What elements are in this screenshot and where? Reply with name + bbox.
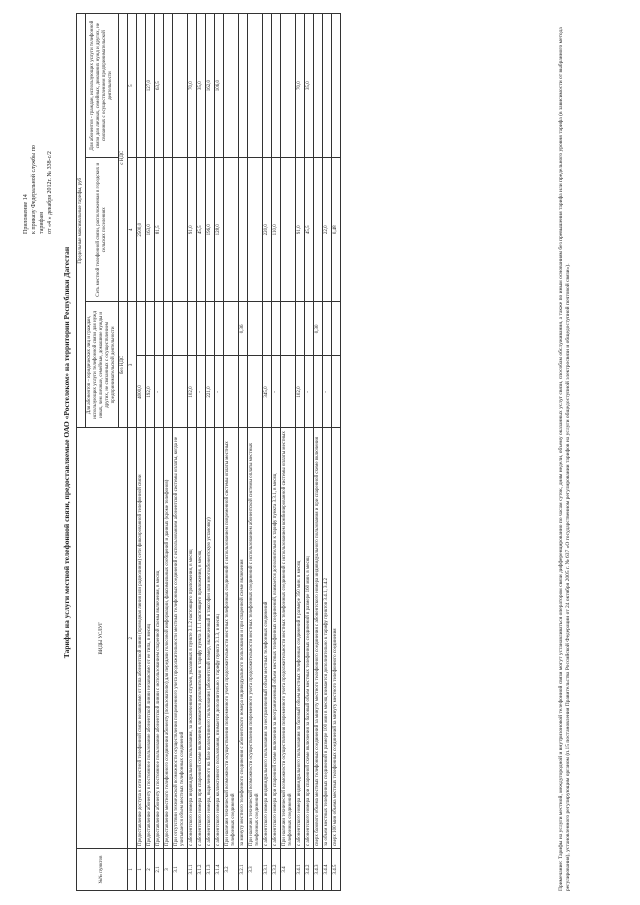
row-value-b xyxy=(197,302,206,356)
row-value-d xyxy=(173,14,188,158)
row-value-d: 70,0 xyxy=(296,14,305,158)
row-value-c: 0,48 xyxy=(332,158,341,302)
col-header-sub-b: Для абонентов - граждан, использующих услуги телефонной связи для личных, семейных, домашних нужд и других, не связанных с осуществлением предпринимательской деятельности xyxy=(86,14,119,158)
row-value-d xyxy=(263,14,272,158)
row-value-a: - xyxy=(197,356,206,428)
row-value-b xyxy=(188,302,197,356)
row-service: сверх 100 мин объема местных телефонных соединений за минуту местного телефонного соединения xyxy=(332,428,341,848)
row-number: 3 xyxy=(164,848,173,890)
row-value-a: - xyxy=(215,356,224,428)
row-value-a xyxy=(224,356,239,428)
table-row xyxy=(263,14,272,891)
row-service: сверх базового объема местных телефонных соединений за минуту местного телефонного соединения с абонентского номера индивидуального пользования и при спаренной схеме включения xyxy=(314,428,323,848)
row-value-d xyxy=(224,14,239,158)
row-value-c: 45,5 xyxy=(197,158,206,302)
tariff-table xyxy=(76,13,341,891)
row-service: с абонентского номера при спаренной схеме включения за базовый объем местных телефонных соединений в размере 160 мин. в месяц xyxy=(305,428,314,848)
row-value-a xyxy=(332,356,341,428)
table-row xyxy=(224,14,239,891)
row-value-a: - xyxy=(305,356,314,428)
row-value-d: 162,0 xyxy=(206,14,215,158)
row-service: за минуту местного телефонного соединения с абонентского номера индивидуального пользования и при спаренной схеме включения xyxy=(239,428,248,848)
col-number-3: 3 xyxy=(128,302,137,428)
row-value-c: 128,0 xyxy=(215,158,224,302)
row-number: 3.2 xyxy=(224,848,239,890)
row-service: с абонентского номера при спаренной схеме включения за неограниченный объем местных телефонных соединений, взимается дополнительно к тарифу пункта 3.3.1, в месяц xyxy=(272,428,281,848)
row-value-b xyxy=(146,302,155,356)
row-service: с абонентского номера индивидуального пользования за неограниченный объем местных телефонных соединений xyxy=(263,428,272,848)
row-value-b xyxy=(272,302,281,356)
row-value-b: 0,36 xyxy=(239,302,248,356)
col-header-no-vat: без НДС xyxy=(119,302,128,428)
table-row xyxy=(305,14,314,891)
row-value-b xyxy=(215,302,224,356)
row-number: 3.4 xyxy=(281,848,296,890)
row-value-c xyxy=(224,158,239,302)
table-row xyxy=(272,14,281,891)
row-number: 3.1.3 xyxy=(206,848,215,890)
row-value-a xyxy=(173,356,188,428)
row-value-a xyxy=(281,356,296,428)
note-label: Примечание: xyxy=(558,860,564,891)
note-text: Тарифы на услуги местной, междугородной и внутризоновой телефонной связи могут устанавливаться оператором связи дифференцированно по часам суток, дням недели, объему оказанных услуг связи, способам обслуживания, а также по иным основаниям без превышения тарифа или предельного уровня тарифа (в зависимости от выбранного метода регулирования), установленного регулирующим органом (п.15 постановления Правительства Российской Федерации от 24 октября 2005 г. № 637 «О государственном регулировании тарифов на услуги общедоступной электросвязи и общедоступной почтовой связи»). xyxy=(558,27,572,891)
row-value-a xyxy=(239,356,248,428)
row-value-c: 81,5 xyxy=(155,158,164,302)
row-value-b xyxy=(224,302,239,356)
row-service: При наличии технической возможности осуществления повременного учета продолжительности местных телефонных соединений с использованием комбинированной системы оплаты местных телефонных соединений xyxy=(281,428,296,848)
row-value-a: 192,0 xyxy=(146,356,155,428)
row-value-a: - xyxy=(272,356,281,428)
row-value-b xyxy=(281,302,296,356)
row-value-b xyxy=(305,302,314,356)
row-value-d xyxy=(272,14,281,158)
row-value-b xyxy=(296,302,305,356)
col-header-sub-a: Для абонентов – юридических лиц и граждан, использующих услуги телефонной связи для нужд иных, чем личные, семейные, домашние нужды и других, не связанных с осуществлением предпринимательской деятельности xyxy=(86,302,119,428)
row-service: с абонентского номера, выделенного на базе коллективного пользования (абонентский номер, включенный в таксофон или многоабонентскую установку) xyxy=(206,428,215,848)
row-number: 3.4.1 xyxy=(296,848,305,890)
table-row xyxy=(323,14,332,891)
row-value-c xyxy=(239,158,248,302)
table-row xyxy=(137,14,146,891)
row-value-c: 220,0 xyxy=(263,158,272,302)
table-row xyxy=(155,14,164,891)
row-value-d xyxy=(323,14,332,158)
row-value-b xyxy=(248,302,263,356)
row-number: 3.1.1 xyxy=(188,848,197,890)
order-date: от «4 » декабря 2012г. № 338-с/2 xyxy=(47,151,54,234)
table-row xyxy=(173,14,188,891)
col-header-tariffs: Предельные максимальные тарифы, руб xyxy=(77,14,86,428)
row-value-b: 0,30 xyxy=(314,302,323,356)
table-row xyxy=(188,14,197,891)
row-service: с абонентского номера при спаренной схеме включения, взимается дополнительно к тарифу пункта 3.1.1 настоящего приложения, в месяц xyxy=(197,428,206,848)
row-value-d: 35,0 xyxy=(197,14,206,158)
table-row xyxy=(146,14,155,891)
row-value-d xyxy=(137,14,146,158)
row-value-c: 110,0 xyxy=(272,158,281,302)
row-number: 3.3 xyxy=(248,848,263,890)
row-value-c xyxy=(164,158,173,302)
row-number: 2.1 xyxy=(155,848,164,890)
order-header xyxy=(22,24,54,234)
row-value-c xyxy=(173,158,188,302)
row-value-a: 102,0 xyxy=(188,356,197,428)
row-service: с абонентского номера коллективного пользования, взимается дополнительно к тарифу пункта 3.1.3, в месяц xyxy=(215,428,224,848)
row-value-b xyxy=(173,302,188,356)
order-line-2: тарифам xyxy=(39,212,46,234)
row-value-a: 345,0 xyxy=(263,356,272,428)
col-number-2: 2 xyxy=(128,428,137,848)
row-value-d: 127,0 xyxy=(146,14,155,158)
note-block xyxy=(558,13,572,891)
row-value-b xyxy=(206,302,215,356)
row-value-d: 70,0 xyxy=(188,14,197,158)
row-value-c: 22,0 xyxy=(323,158,332,302)
row-value-b xyxy=(323,302,332,356)
row-value-b xyxy=(155,302,164,356)
row-value-a: - xyxy=(155,356,164,428)
table-row xyxy=(164,14,173,891)
row-number: 3.1 xyxy=(173,848,188,890)
row-service: Предоставление местного телефонного соединения абоненту (пользователю) для передачи голосовой информации, факсимильных сообщений и данных (кроме телефонов) xyxy=(164,428,173,848)
row-number: 3.2.1 xyxy=(239,848,248,890)
row-value-b xyxy=(263,302,272,356)
row-value-c: 2500,0 xyxy=(137,158,146,302)
row-number: 3.4.2 xyxy=(305,848,314,890)
row-number: 2 xyxy=(146,848,155,890)
tariff-table-body xyxy=(137,14,341,891)
order-line-1: к приказу Федеральной службы по xyxy=(31,145,38,234)
col-header-num: №№ пунктов xyxy=(77,848,128,890)
row-value-b xyxy=(332,302,341,356)
row-number: 3.4.4 xyxy=(323,848,332,890)
table-row xyxy=(314,14,323,891)
row-value-c: 163,0 xyxy=(146,158,155,302)
row-value-d xyxy=(164,14,173,158)
row-number: 1 xyxy=(137,848,146,890)
row-service: При наличии технической возможности осуществления повременного учета продолжительности местных телефонных соединений с использованием повременной системы оплаты местных телефонных соединений xyxy=(224,428,239,848)
row-value-c xyxy=(314,158,323,302)
row-service: Предоставление доступа к сети местной телефонной связи независимо от типа абонентской линии (проводная линия или радиолиния) сети фиксированной телефонной связи xyxy=(137,428,146,848)
appendix-label: Приложение 14 xyxy=(23,194,29,234)
table-row xyxy=(296,14,305,891)
table-row xyxy=(215,14,224,891)
row-value-a: 102,0 xyxy=(296,356,305,428)
row-value-d xyxy=(314,14,323,158)
row-value-d xyxy=(281,14,296,158)
row-value-d: 63,5 xyxy=(155,14,164,158)
row-number: 3.3.2 xyxy=(272,848,281,890)
row-number: 3.1.2 xyxy=(197,848,206,890)
row-service: Предоставление абоненту в постоянное пользование абонентской линии с использованием спаренной схемы включения, в месяц xyxy=(155,428,164,848)
row-value-d xyxy=(239,14,248,158)
row-value-c: 196,0 xyxy=(206,158,215,302)
row-value-c xyxy=(281,158,296,302)
col-header-with-vat: с НДС xyxy=(119,14,128,302)
row-number: 3.1.4 xyxy=(215,848,224,890)
col-number-5: 5 xyxy=(128,14,137,158)
row-value-a: - xyxy=(323,356,332,428)
row-service: с абонентского номера индивидуального пользования за базовый объем местных телефонных соединений в размере 350 мин. в месяц xyxy=(296,428,305,848)
row-value-a: 4000,0 xyxy=(137,356,146,428)
row-service: При отсутствии технической возможности осуществления повременного учета продолжительности местных телефонных соединений с использованием абонентской системы оплаты, когда не учитывается объем местных телефонных соединений xyxy=(173,428,188,848)
row-service: за объем местных телефонных соединений в размере 100 мин в месяц взимается дополнительно к тарифу пунктов 3.4.1, 3.4.2 xyxy=(323,428,332,848)
row-value-d: 35,0 xyxy=(305,14,314,158)
table-row xyxy=(197,14,206,891)
row-number: 3.4.3 xyxy=(314,848,323,890)
col-number-4: 4 xyxy=(128,158,137,302)
row-value-c: 91,0 xyxy=(296,158,305,302)
row-value-c: 45,5 xyxy=(305,158,314,302)
row-number: 3.3.1 xyxy=(263,848,272,890)
row-value-a xyxy=(164,356,173,428)
row-number: 3.4.5 xyxy=(332,848,341,890)
row-service: При наличии технической возможности осуществления повременного учета продолжительности местных телефонных соединений с использованием абонентской системы оплаты местных телефонных соединений xyxy=(248,428,263,848)
document-title: Тарифы на услуги местной телефонной связи, предоставляемые ОАО «Ростелеком» на территории Республики Дагестан xyxy=(62,246,71,659)
col-header-sub-legal: Сеть местной телефонной связи, расположенная в городских и сельских поселениях xyxy=(86,158,119,302)
table-row xyxy=(206,14,215,891)
row-service: с абонентского номера индивидуального пользования, за исключением случаев, указанных в пункте 3.1.2 настоящего приложения, в месяц xyxy=(188,428,197,848)
table-row xyxy=(248,14,263,891)
row-value-a: 221,0 xyxy=(206,356,215,428)
row-value-a xyxy=(314,356,323,428)
table-row xyxy=(239,14,248,891)
row-value-a xyxy=(248,356,263,428)
row-value-d xyxy=(332,14,341,158)
col-header-service: ВИДЫ УСЛУГ xyxy=(77,428,128,848)
col-number-1: 1 xyxy=(128,848,137,890)
row-value-b xyxy=(137,302,146,356)
table-row xyxy=(281,14,296,891)
row-value-c: 91,0 xyxy=(188,158,197,302)
table-row xyxy=(332,14,341,891)
row-service: Предоставление абоненту в постоянное пользование абонентской линии независимо от ее типа, в месяц xyxy=(146,428,155,848)
row-value-d xyxy=(248,14,263,158)
row-value-b xyxy=(164,302,173,356)
row-value-c xyxy=(248,158,263,302)
row-value-d: 106,0 xyxy=(215,14,224,158)
